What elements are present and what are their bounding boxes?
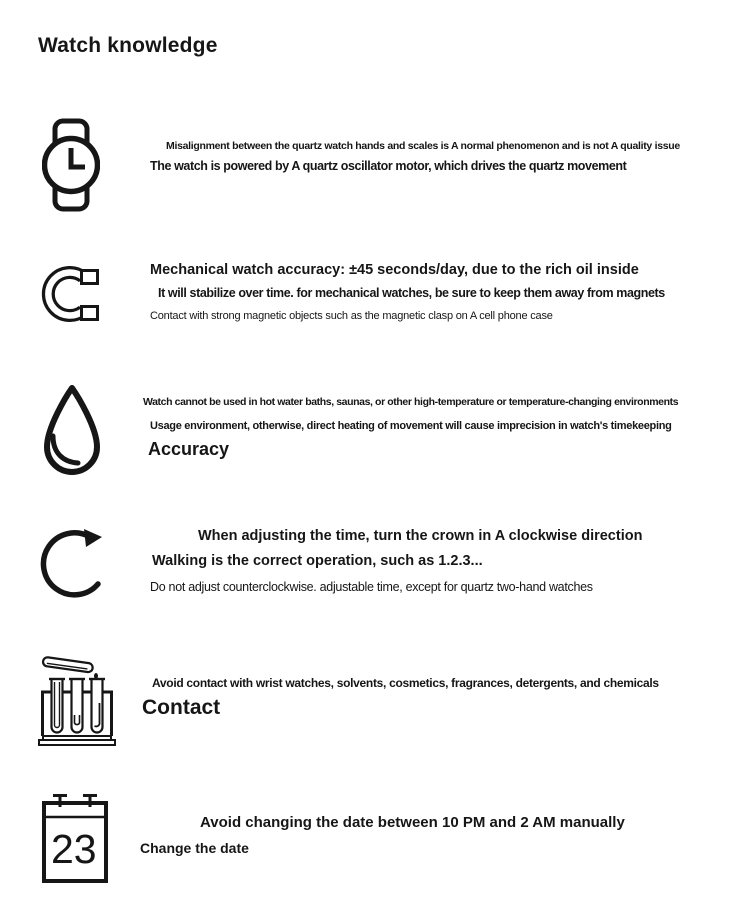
text-line: Mechanical watch accuracy: ±45 seconds/day, due to the rich oil inside xyxy=(150,262,639,278)
text-line: It will stabilize over time. for mechanical watches, be sure to keep them away from magnets xyxy=(158,286,665,300)
section-text xyxy=(140,140,680,173)
wristwatch-icon xyxy=(42,118,100,212)
section-text xyxy=(140,262,665,322)
text-line: Avoid changing the date between 10 PM and 2 AM manually xyxy=(200,814,625,831)
calendar-date-number: 23 xyxy=(51,826,97,872)
section-text xyxy=(140,676,659,720)
text-line: Change the date xyxy=(140,840,249,856)
clockwise-arrow-icon xyxy=(40,524,116,604)
section-text xyxy=(140,396,678,460)
section-text xyxy=(140,814,625,856)
text-line: Usage environment, otherwise, direct heating of movement will cause imprecision in watch's timekeeping xyxy=(150,420,672,432)
text-line: Avoid contact with wrist watches, solvents, cosmetics, fragrances, detergents, and chemicals xyxy=(152,676,659,690)
text-line: Accuracy xyxy=(148,439,230,459)
text-line: When adjusting the time, turn the crown in A clockwise direction xyxy=(198,528,643,544)
text-line: The watch is powered by A quartz oscillator motor, which drives the quartz movement xyxy=(150,159,627,173)
section-text xyxy=(140,528,642,594)
water-drop-icon xyxy=(38,382,106,484)
text-line: Walking is the correct operation, such as 1.2.3... xyxy=(152,553,483,569)
magnet-icon xyxy=(40,266,104,324)
text-line: Do not adjust counterclockwise. adjustable time, except for quartz two-hand watches xyxy=(150,580,593,594)
text-line: Contact xyxy=(142,696,221,719)
text-line: Misalignment between the quartz watch hands and scales is A normal phenomenon and is not A quality issue xyxy=(166,140,680,152)
text-line: Watch cannot be used in hot water baths, saunas, or other high-temperature or temperature-changing environments xyxy=(143,396,679,408)
test-tubes-icon xyxy=(37,648,117,750)
page-title: Watch knowledge xyxy=(38,34,218,57)
calendar-icon xyxy=(40,791,110,885)
text-line: Contact with strong magnetic objects such as the magnetic clasp on A cell phone case xyxy=(150,310,553,322)
